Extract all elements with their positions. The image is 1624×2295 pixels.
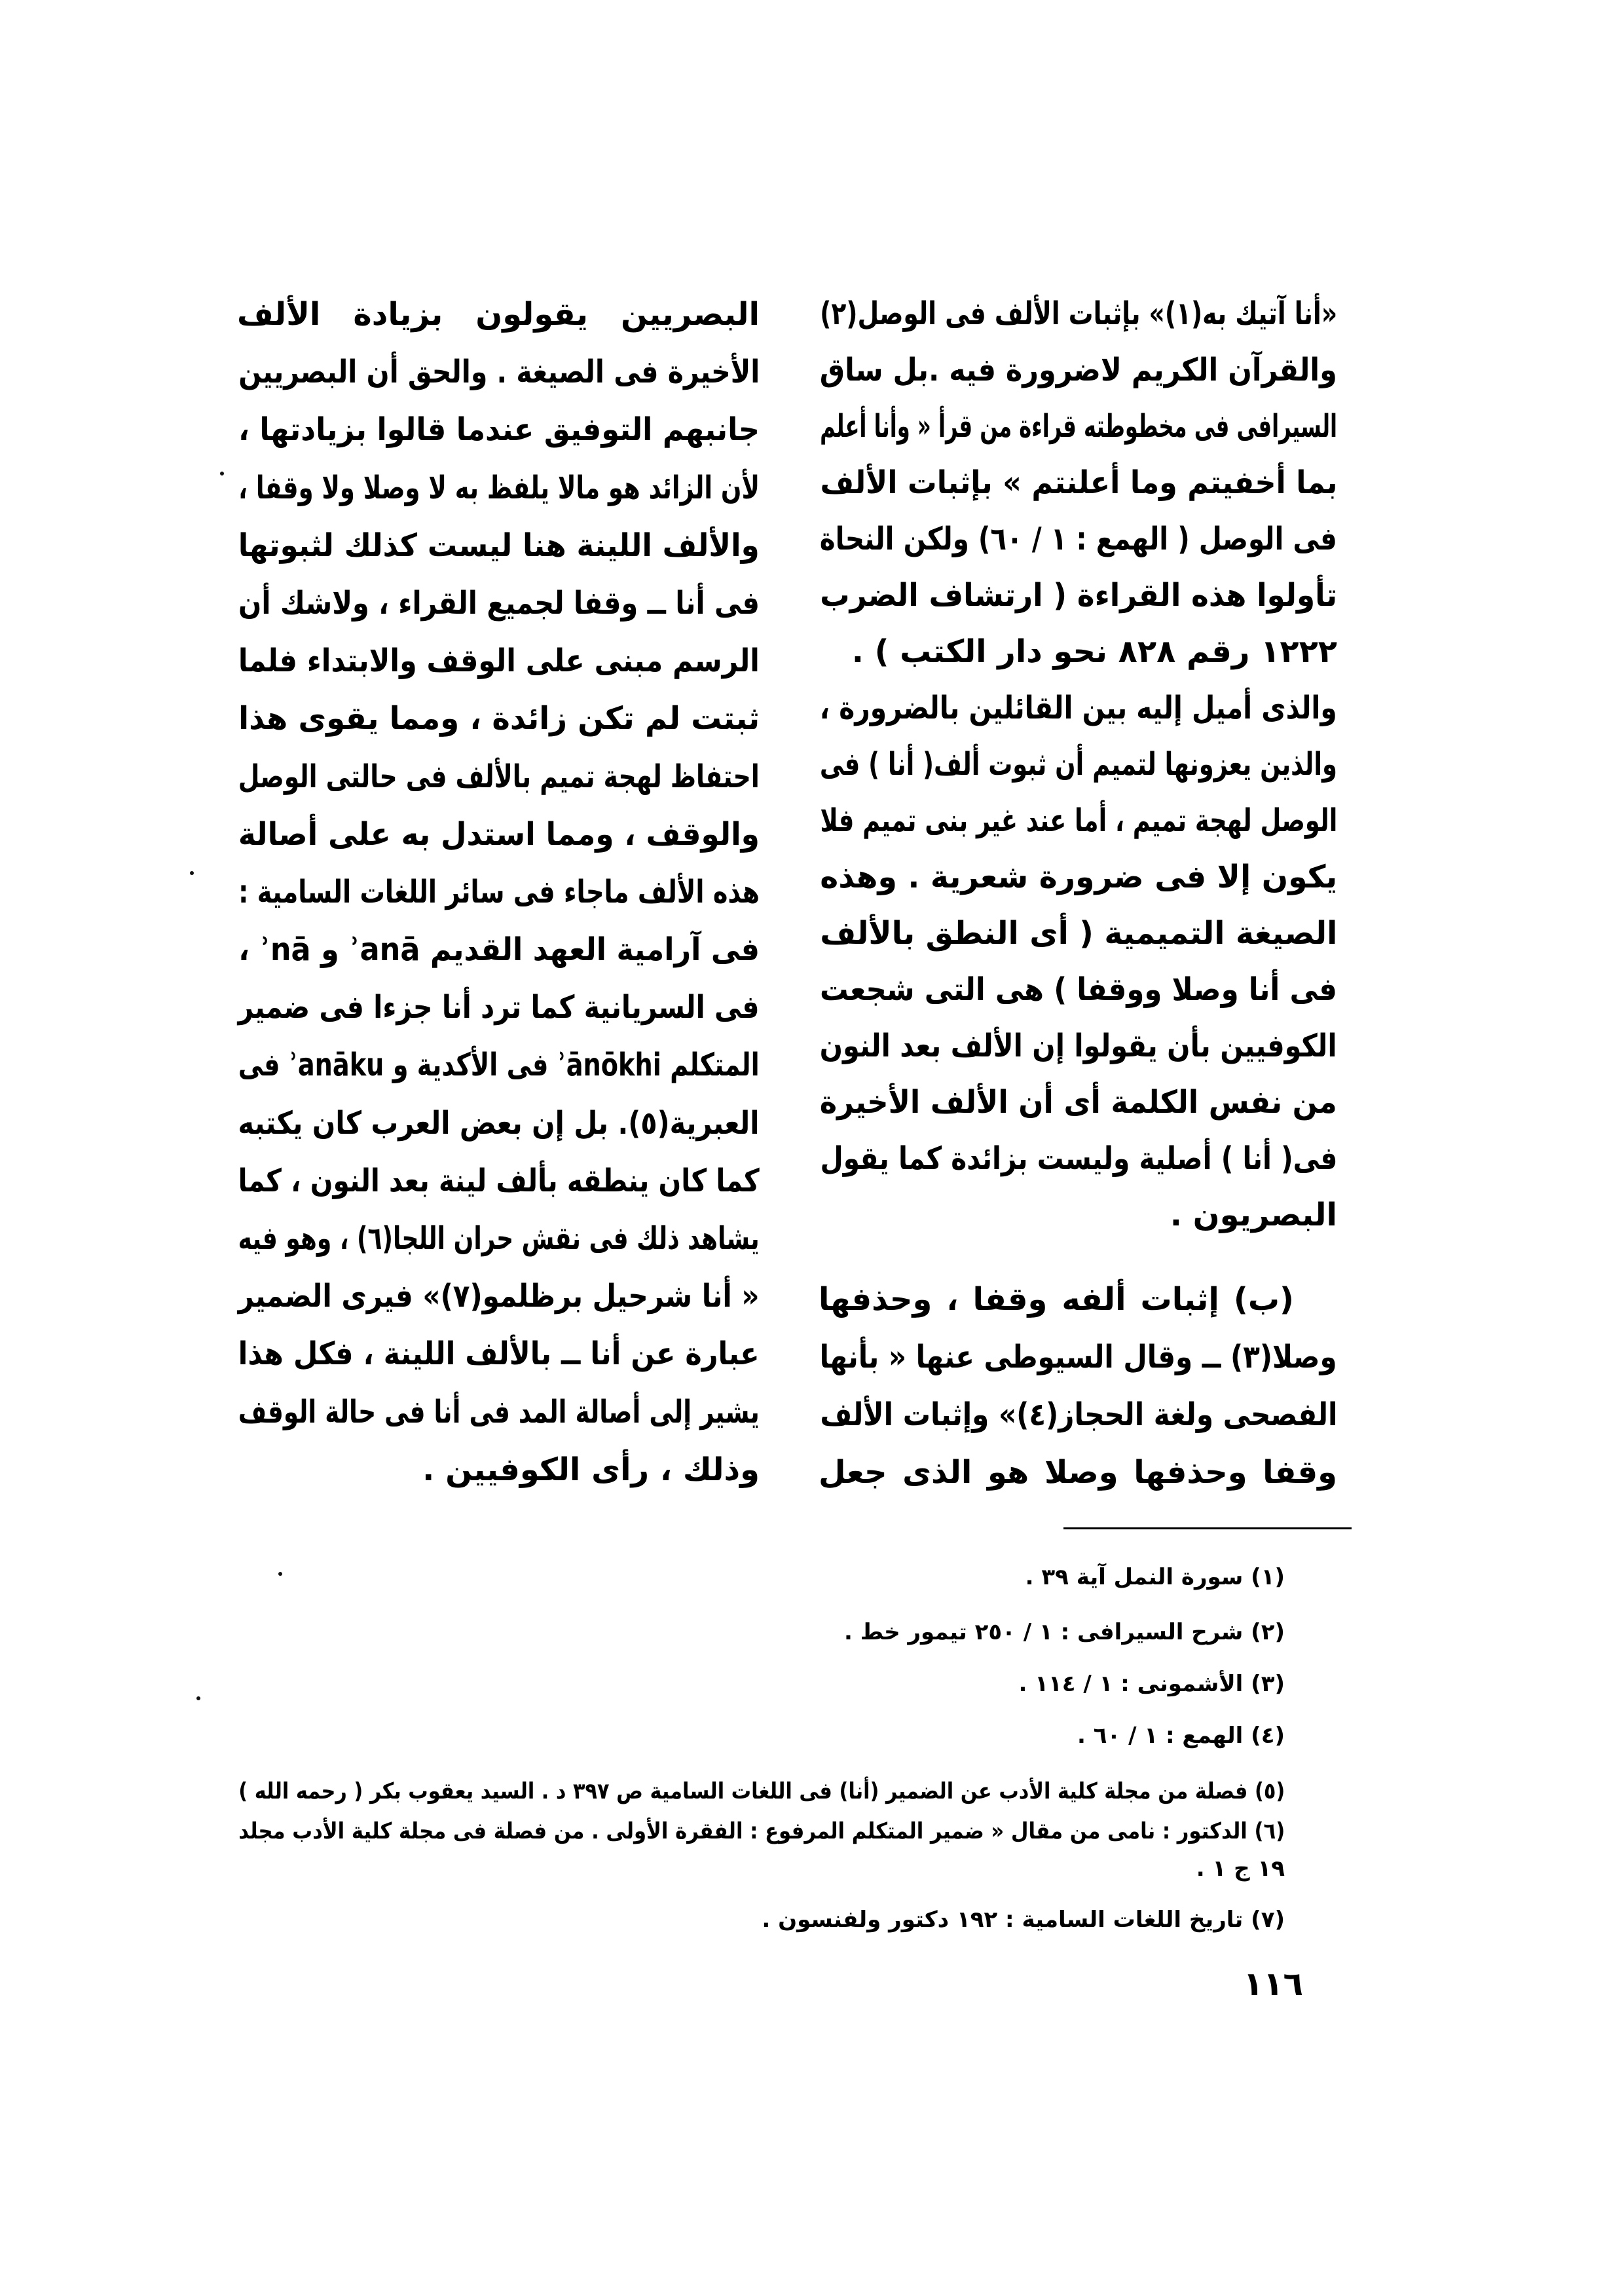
scan-speck [278, 1572, 282, 1576]
text-line: كما كان ينطقه بألف لينة بعد النون ، كما [238, 1162, 760, 1199]
footnote-2: (٢) شرح السيرافى : ١ / ٢٥٠ تيمور خط . [843, 1619, 1285, 1645]
text-line: العبرية(٥). بل إن بعض العرب كان يكتبه [238, 1104, 760, 1142]
text-line: المتكلم ʾānōkhi فى الأكدية و ʾanāku فى [238, 1047, 760, 1084]
text-line: فى أنا وصلا ووقفا ) هى التى شجعت [820, 971, 1337, 1008]
footnote-4: (٤) الهمع : ١ / ٦٠ . [1077, 1723, 1285, 1749]
text-line: ثبتت لم تكن زائدة ، ومما يقوى هذا [238, 700, 760, 737]
text-line: والقرآن الكريم لاضرورة فيه .بل ساق [819, 352, 1337, 388]
text-line: فى آرامية العهد القديم ʾanā و ʾnā ، [238, 931, 760, 969]
scan-speck [220, 472, 224, 476]
text-line: يكون إلا فى ضرورة شعرية . وهذه [820, 859, 1337, 895]
text-line: وقفا وحذفها وصلا هو الذى جعل [819, 1454, 1337, 1491]
text-line: فى( أنا ) أصلية وليست بزائدة كما يقول [820, 1140, 1337, 1177]
text-line: « أنا شرحيل برظلمو(٧)» فيرى الضمير [238, 1278, 760, 1315]
text-line: السيرافى فى مخطوطته قراءة من قرأ « وأنا أعلم [820, 408, 1337, 445]
text-line: البصريون . [1170, 1197, 1337, 1233]
text-line: لأن الزائد هو مالا يلفظ به لا وصلا ولا وقفا ، [238, 469, 760, 506]
text-line: هذه الألف ماجاء فى سائر اللغات السامية : [238, 873, 760, 910]
footnote-7: (٧) تاريخ اللغات السامية : ١٩٢ دكتور ولفنسون . [762, 1907, 1285, 1933]
text-line: الفصحى ولغة الحجاز(٤)» وإثبات الألف [819, 1396, 1337, 1433]
text-line: والألف اللينة هنا ليست كذلك لثبوتها [238, 527, 760, 564]
text-line: جانبهم التوفيق عندما قالوا بزيادتها ، [238, 411, 760, 449]
footnote-6: (٦) الدكتور : نامى من مقال « ضمير المتكلم المرفوع : الفقرة الأولى . من فصلة فى مجلة كلية الأدب مجلد [238, 1818, 1285, 1844]
text-line: (ب) إثبات ألفه وقفا ، وحذفها [819, 1281, 1294, 1318]
text-line: يشير إلى أصالة المد فى أنا فى حالة الوقف [238, 1393, 760, 1430]
text-line: والذين يعزونها لتميم أن ثبوت ألف( أنا ) فى [819, 746, 1337, 783]
footnote-1: (١) سورة النمل آية ٣٩ . [1025, 1564, 1285, 1590]
text-line: تأولوا هذه القراءة ( ارتشاف الضرب [819, 577, 1337, 614]
text-line: عبارة عن أنا ــ بالألف اللينة ، فكل هذا [238, 1335, 760, 1373]
text-line: الصيغة التميمية ( أى النطق بالألف [819, 915, 1337, 952]
text-line: احتفاظ لهجة تميم بالألف فى حالتى الوصل [238, 758, 760, 795]
text-line: بما أخفيتم وما أعلنتم » بإثبات الألف [820, 464, 1337, 501]
text-line: والوقف ، ومما استدل به على أصالة [238, 815, 760, 853]
text-line: الكوفيين بأن يقولوا إن الألف بعد النون [820, 1028, 1337, 1064]
scan-speck [196, 1696, 200, 1700]
footnote-5: (٥) فصلة من مجلة كلية الأدب عن الضمير (أنا) فى اللغات السامية ص ٣٩٧ د . السيد يعقوب بكر ( رحمه الله ) [238, 1778, 1285, 1804]
text-line: الوصل لهجة تميم ، أما عند غير بنى تميم فلا [820, 802, 1337, 839]
footnotes [237, 0, 1285, 2295]
text-line: وذلك ، رأى الكوفيين . [422, 1451, 760, 1488]
text-line: فى الوصل ( الهمع : ١ / ٦٠) ولكن النحاة [819, 521, 1337, 557]
text-line: وصلا(٣) ــ وقال السيوطى عنها « بأنها [820, 1339, 1337, 1375]
text-line: ١٢٢٢ رقم ٨٢٨ نحو دار الكتب ) . [851, 633, 1337, 670]
footnote-6-continuation: ١٩ ج ١ . [1196, 1856, 1285, 1882]
text-line: فى أنا ــ وقفا لجميع القراء ، ولاشك أن [238, 584, 760, 622]
text-line: الرسم مبنى على الوقف والابتداء فلما [238, 643, 760, 680]
page-number: ١١٦ [1243, 1965, 1303, 2003]
text-line: فى السريانية كما ترد أنا جزءا فى ضمير [238, 989, 760, 1026]
text-line: «أنا آتيك به(١)» بإثبات الألف فى الوصل(٢) [820, 295, 1337, 332]
footnote-3: (٣) الأشمونى : ١ / ١١٤ . [1018, 1671, 1285, 1697]
text-line: البصريين يقولون بزيادة الألف [237, 296, 760, 333]
scan-speck [190, 871, 194, 875]
text-line: من نفس الكلمة أى أن الألف الأخيرة [820, 1084, 1337, 1121]
text-line: والذى أميل إليه بين القائلين بالضرورة ، [819, 690, 1337, 726]
text-line: يشاهد ذلك فى نقش حران اللجا(٦) ، وهو فيه [238, 1220, 760, 1257]
text-line: الأخيرة فى الصيغة . والحق أن البصريين [238, 354, 760, 391]
